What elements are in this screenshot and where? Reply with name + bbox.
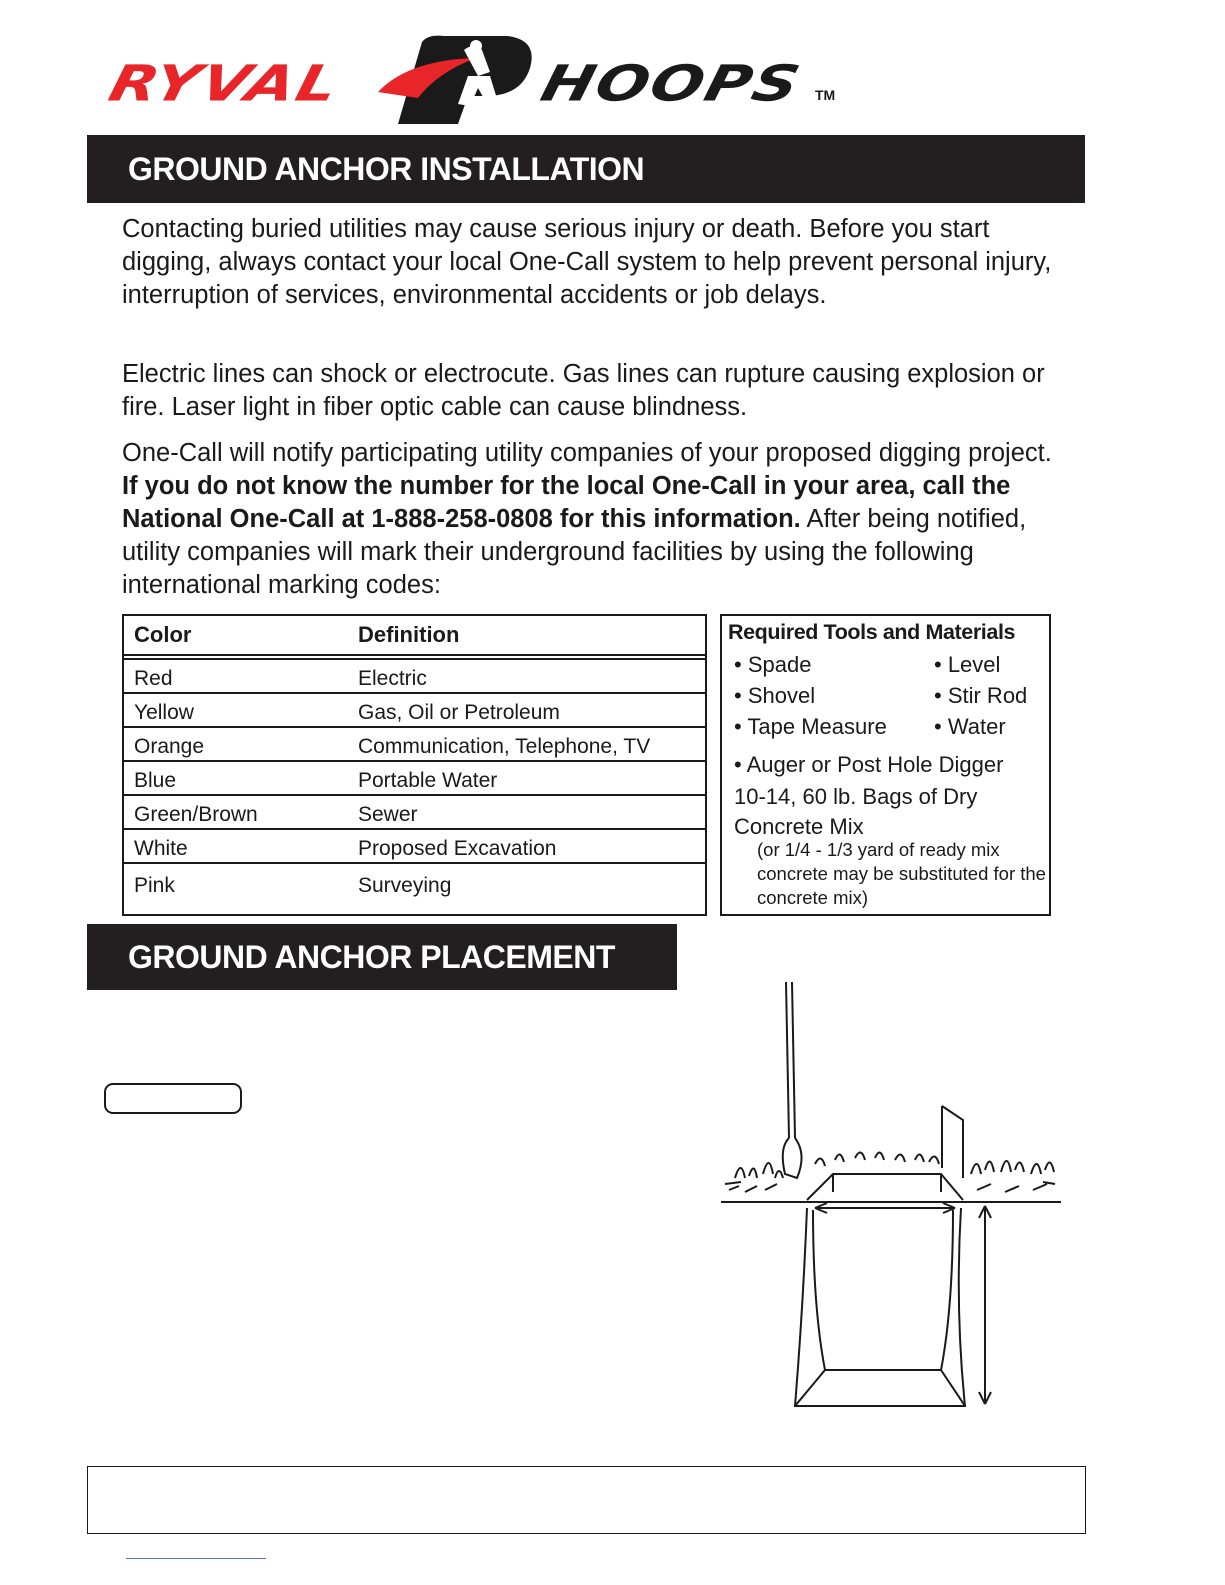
one-call-paragraph xyxy=(122,437,1062,602)
spade-handle-icon xyxy=(786,982,795,1138)
footer-link-underline xyxy=(126,1558,266,1559)
tool-item: • Level xyxy=(934,652,1001,677)
table-row xyxy=(124,864,705,908)
color-column-header: Color xyxy=(134,622,192,647)
tools-title: Required Tools and Materials xyxy=(728,620,1016,644)
marking-codes-table xyxy=(122,614,707,916)
tool-item: • Shovel xyxy=(734,683,816,708)
definition-column-header: Definition xyxy=(358,622,460,647)
color-cell: White xyxy=(134,837,188,860)
definition-cell: Communication, Telephone, TV xyxy=(358,735,651,758)
table-row xyxy=(124,728,705,762)
installation-title: GROUND ANCHOR INSTALLATION xyxy=(87,135,1085,203)
anchor-hole-diagram xyxy=(715,978,1070,1413)
trademark-mark: TM xyxy=(815,87,836,103)
definition-cell: Proposed Excavation xyxy=(358,837,557,860)
one-call-text-start: One-Call will notify participating utility companies of your proposed digging project. xyxy=(122,439,1052,467)
definition-cell: Gas, Oil or Petroleum xyxy=(358,701,560,724)
ready-mix-note: (or 1/4 - 1/3 yard of ready mix concrete may be substituted for the concrete mix) xyxy=(757,839,1046,908)
table-row xyxy=(124,830,705,864)
table-row xyxy=(124,660,705,694)
definition-cell: Surveying xyxy=(358,873,452,897)
tool-item-auger: • Auger or Post Hole Digger xyxy=(734,752,1004,777)
tool-item: • Water xyxy=(934,714,1006,739)
tools-list xyxy=(734,652,1044,740)
color-cell: Blue xyxy=(134,769,177,792)
tool-item: • Stir Rod xyxy=(934,683,1028,708)
logo-word-left: RYVAL xyxy=(103,54,347,113)
blank-label-box xyxy=(104,1083,242,1114)
tool-item-concrete-bags: 10-14, 60 lb. Bags of Dry Concrete Mix xyxy=(734,784,978,839)
definition-cell: Sewer xyxy=(358,803,418,826)
logo-player-mark-icon xyxy=(378,32,548,128)
color-cell: Green/Brown xyxy=(134,803,258,826)
color-cell: Red xyxy=(134,667,173,690)
one-call-number-text: If you do not know the number for the local One-Call in your area, call the National One-Call at 1-888-258-0808 for this information. xyxy=(122,472,1011,533)
color-cell: Pink xyxy=(134,873,175,897)
tool-item: • Tape Measure xyxy=(734,714,887,739)
table-row xyxy=(124,796,705,830)
table-row xyxy=(124,762,705,796)
definition-cell: Portable Water xyxy=(358,769,498,792)
hole-top-outline xyxy=(807,1174,963,1200)
table-row xyxy=(124,694,705,728)
definition-cell: Electric xyxy=(358,667,427,690)
tool-item: • Spade xyxy=(734,652,812,677)
color-cell: Yellow xyxy=(134,701,194,724)
stake-icon xyxy=(942,1106,963,1178)
footer-box xyxy=(87,1466,1086,1534)
logo-word-right: HOOPS xyxy=(535,54,808,113)
spade-blade-icon xyxy=(783,1138,802,1178)
required-tools-box xyxy=(720,614,1051,916)
table-header xyxy=(124,616,705,656)
placement-title: GROUND ANCHOR PLACEMENT xyxy=(87,924,677,990)
ryval-hoops-logo xyxy=(103,32,850,132)
utilities-warning-paragraph: Contacting buried utilities may cause serious injury or death. Before you start digging, always contact your local One-Call system to help prevent personal injury, interruption of services, environmental accidents or job delays. xyxy=(122,215,1052,309)
one-call-text-end: After being notified, utility companies will mark their underground facilities by using the following international marking codes: xyxy=(122,505,1027,599)
hazards-paragraph: Electric lines can shock or electrocute. Gas lines can rupture causing explosion or fire. Laser light in fiber optic cable can cause blindness. xyxy=(122,360,1045,421)
color-cell: Orange xyxy=(134,735,205,758)
